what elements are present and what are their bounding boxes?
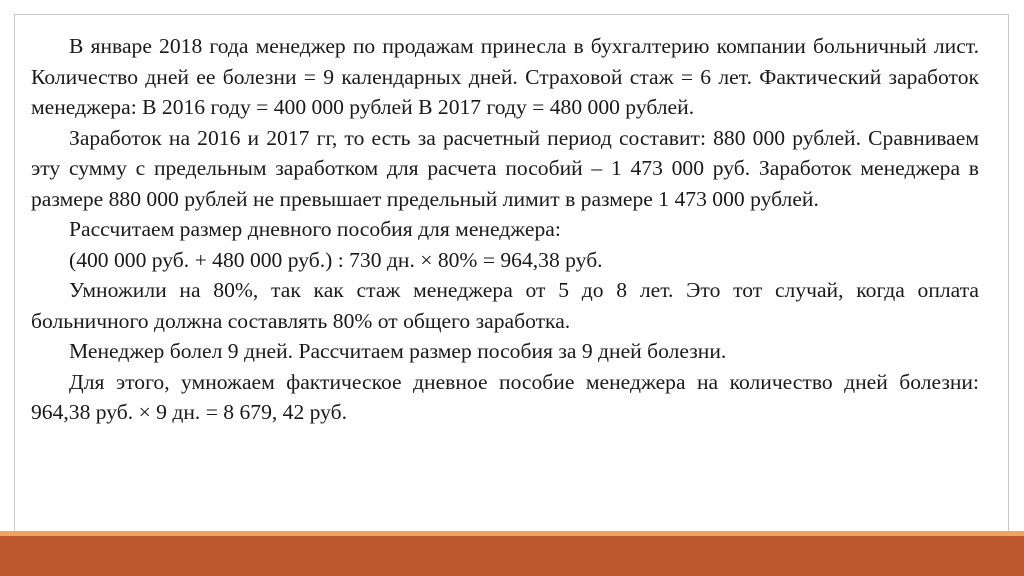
paragraph-sick-days: Менеджер болел 9 дней. Рассчитаем размер пособия за 9 дней болезни.: [69, 339, 727, 363]
paragraph-daily-allowance-formula: (400 000 руб. + 480 000 руб.) : 730 дн. × 80% = 964,38 руб.: [69, 247, 603, 272]
paragraph-final-calculation: Для этого, умножаем фактическое дневное пособие менеджера на количество дней болезни: 964,38 руб. × 9 дн. = 8 679, 42 руб.: [31, 369, 979, 424]
slide-text-body: [31, 31, 979, 428]
paragraph-case-intro: В январе 2018 года менеджер по продажам принесла в бухгалтерию компании больничный лист. Количество дней ее болезни = 9 календарных дней. Страховой стаж = 6 лет. Фактический заработок менеджера: В 2016 году = 400 000 рублей В 2017 году = 480 000 рублей.: [31, 34, 979, 119]
paragraph-percentage-explanation: Умножили на 80%, так как стаж менеджера от 5 до 8 лет. Это тот случай, когда оплата больничного должна составлять 80% от общего заработка.: [31, 278, 979, 333]
footer-bar: [0, 536, 1024, 576]
paragraph-earnings-comparison: Заработок на 2016 и 2017 гг, то есть за расчетный период составит: 880 000 рублей. Сравниваем эту сумму с предельным заработком для расчета пособий – 1 473 000 руб. Заработок менеджера в размере 880 000 рублей не превышает предельный лимит в размере 1 473 000 рублей.: [31, 125, 979, 211]
paragraph-daily-allowance-heading: Рассчитаем размер дневного пособия для менеджера:: [69, 217, 561, 241]
